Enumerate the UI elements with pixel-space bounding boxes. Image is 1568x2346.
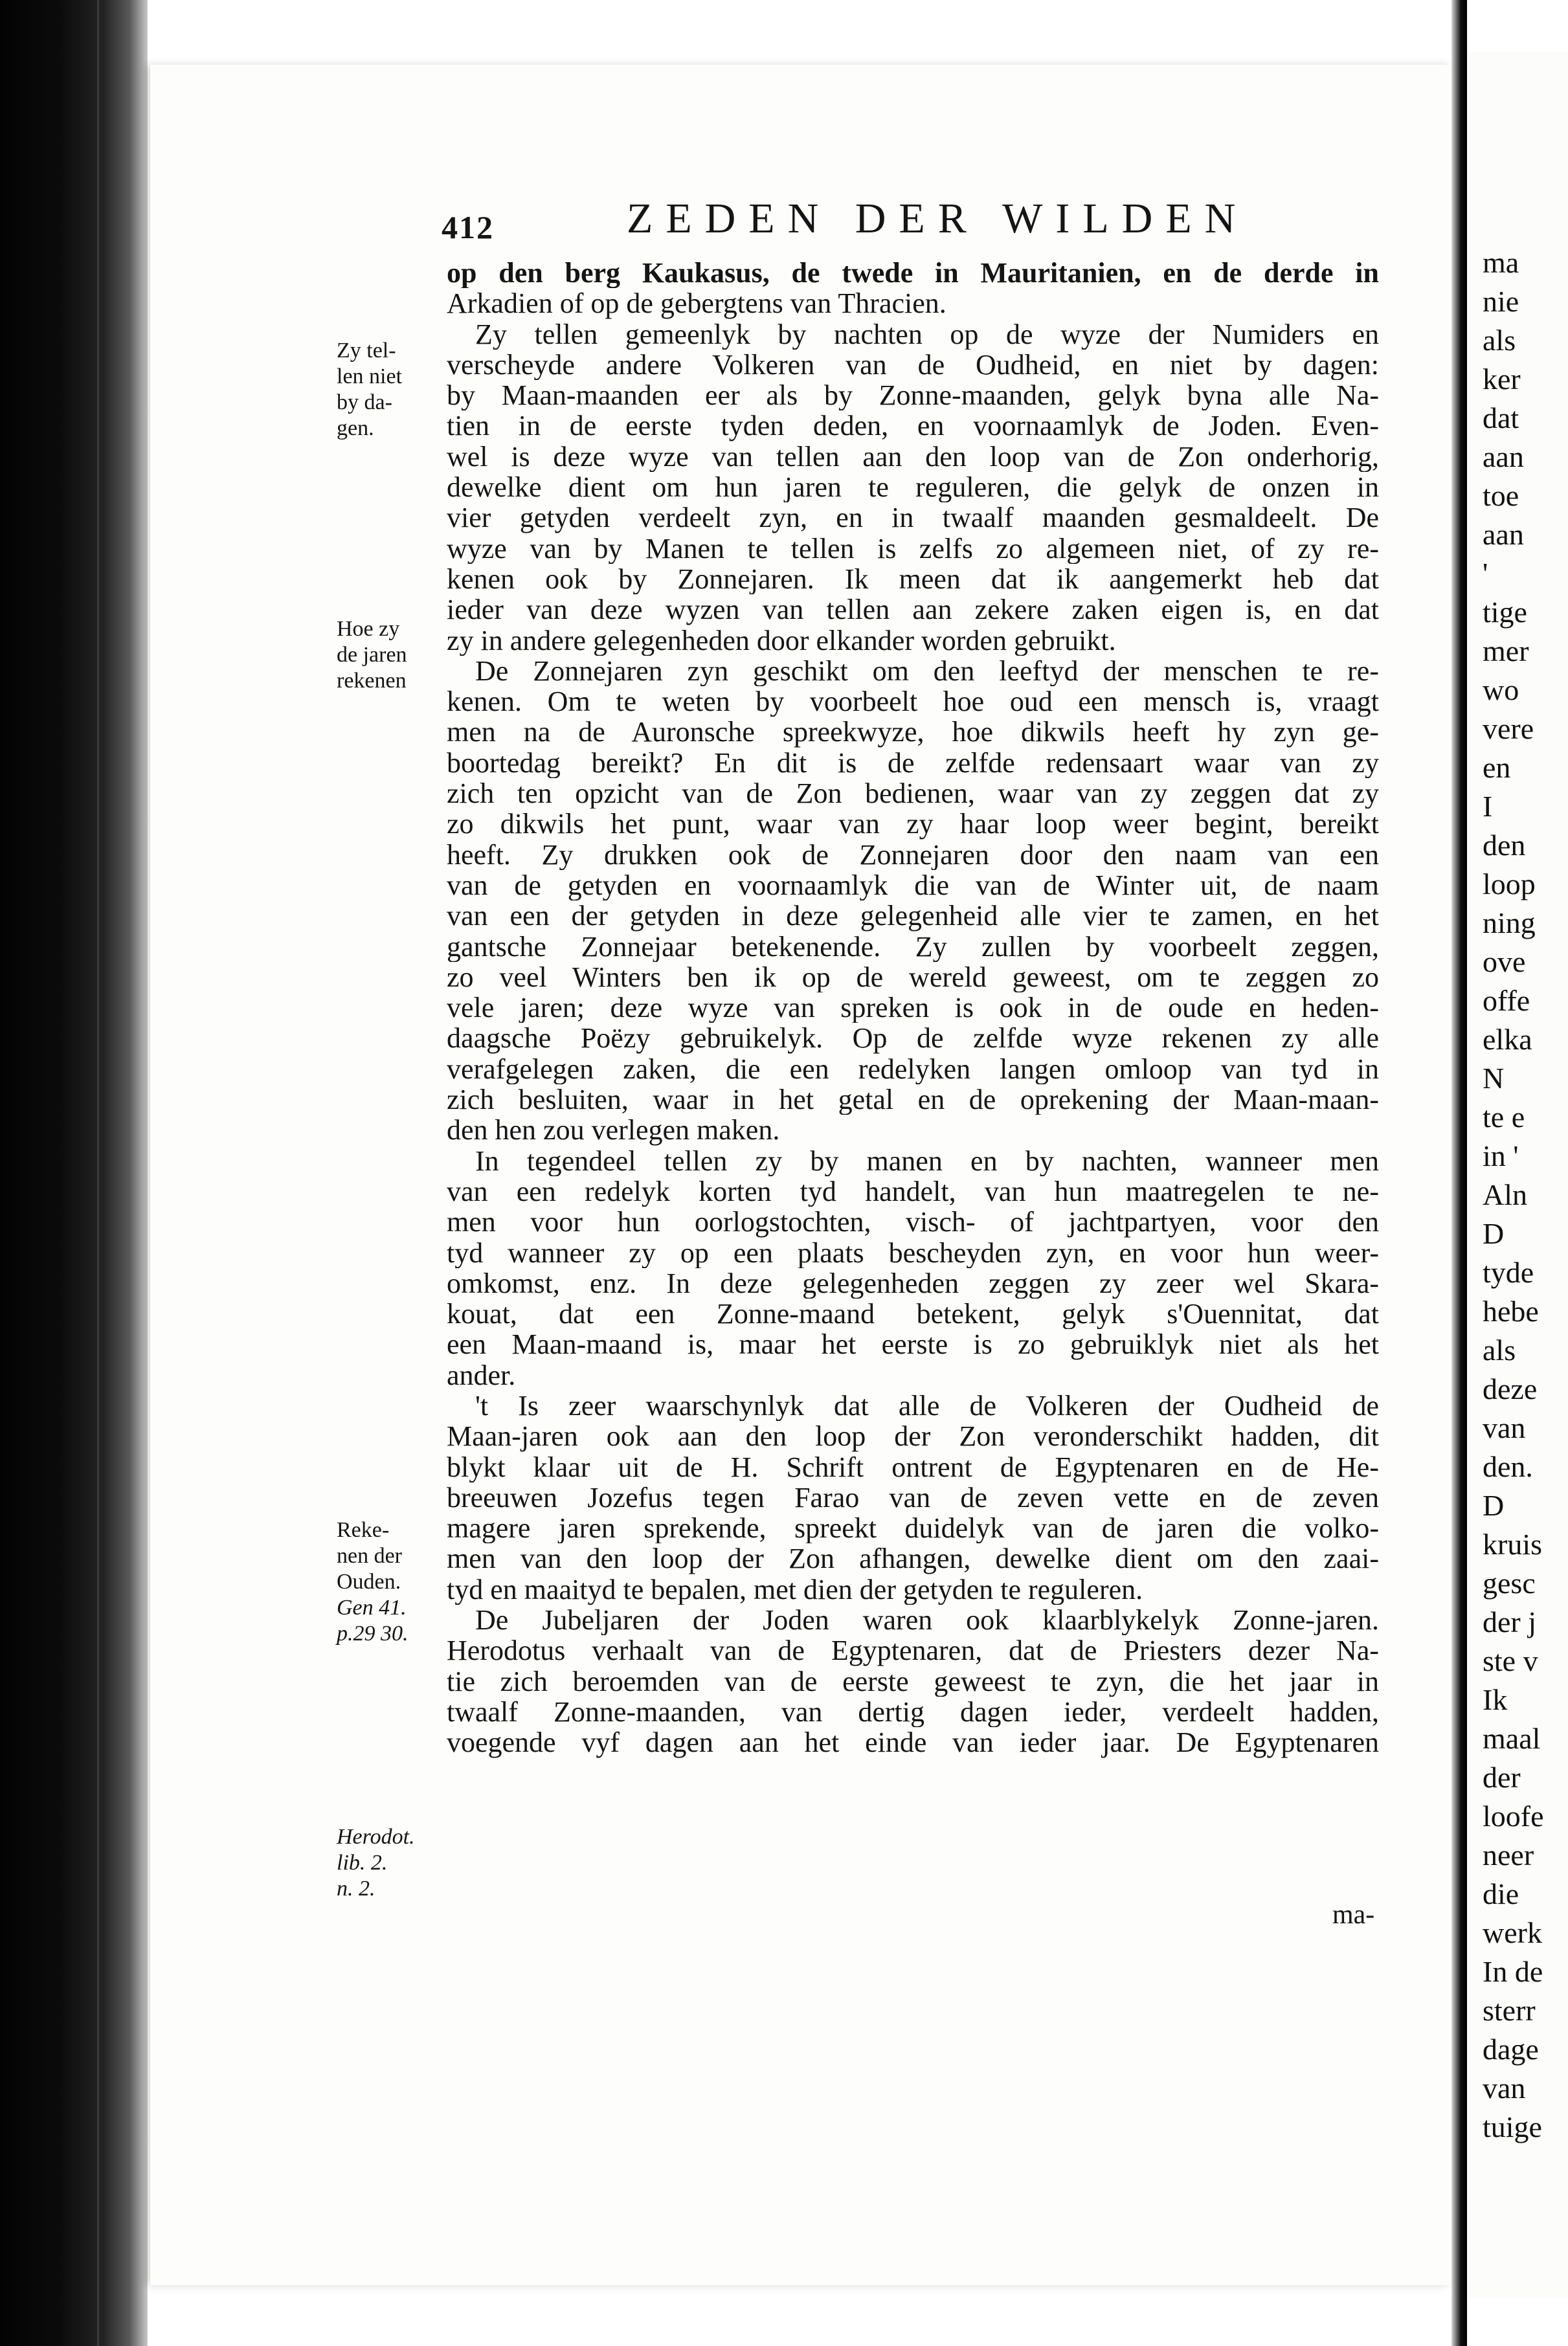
margin-note-rekenen: [337, 1517, 434, 1647]
text-line: Zy tellen gemeenlyk by nachten op de wyze der Numiders en: [475, 318, 1379, 350]
text-line: vier getyden verdeelt zyn, en in twaalf maanden gesmaldeelt. De: [447, 502, 1379, 533]
text-line: men voor hun oorlogstochten, visch- of jachtpartyen, voor den: [447, 1207, 1379, 1238]
margin-note-herodot: [337, 1824, 434, 1902]
text-line: kouat, dat een Zonne-maand betekent, gelyk s'Ouennitat, dat: [447, 1299, 1379, 1330]
margin-note-line: rekenen: [337, 669, 407, 693]
margin-note-line: n. 2.: [337, 1877, 375, 1901]
text-line: Arkadien of op de gebergtens van Thracien.: [447, 288, 946, 319]
facing-page-line: deze: [1483, 1372, 1538, 1405]
facing-page-line: toe: [1483, 479, 1519, 512]
facing-page-line: aan: [1483, 440, 1524, 473]
facing-page-line: ': [1483, 557, 1488, 590]
text-line: zy in andere gelegenheden door elkander worden gebruikt.: [447, 625, 1116, 656]
facing-page-line: ning: [1483, 906, 1536, 939]
facing-page-line: loop: [1483, 867, 1536, 900]
facing-page-line: den.: [1483, 1450, 1533, 1483]
text-line: van de getyden en voornaamlyk die van de Winter uit, de naam: [447, 869, 1379, 901]
facing-page-line: maal: [1483, 1722, 1541, 1755]
text-line: heeft. Zy drukken ook de Zonnejaren door den naam van een: [447, 839, 1379, 870]
text-line: van een redelyk korten tyd handelt, van hun maatregelen te ne-: [447, 1176, 1379, 1207]
facing-page-line: te e: [1483, 1100, 1525, 1134]
facing-page-line: van: [1483, 2072, 1526, 2105]
facing-page-line: dat: [1483, 401, 1519, 434]
text-line: een Maan-maand is, maar het eerste is zo gebruiklyk niet als het: [447, 1329, 1379, 1360]
facing-page-line: Aln: [1483, 1178, 1527, 1211]
margin-note-line: gen.: [337, 416, 374, 440]
text-line: ander.: [447, 1359, 516, 1391]
margin-note-hoe-zy: [337, 616, 434, 694]
body-text: [447, 258, 1379, 1758]
facing-page-line: van: [1483, 1411, 1526, 1444]
margin-note-line: Ouden.: [337, 1570, 401, 1594]
text-line: breeuwen Jozefus tegen Farao van de zeven vette en de zeven: [447, 1482, 1379, 1514]
text-line: 't Is zeer waarschynlyk dat alle de Volkeren der Oudheid de: [475, 1390, 1379, 1422]
page-number: 412: [442, 209, 494, 245]
facing-page-line: ste v: [1483, 1644, 1538, 1677]
text-line: gantsche Zonnejaar betekenende. Zy zullen by voorbeelt zeggen,: [447, 931, 1379, 962]
facing-page-line: loofe: [1483, 1800, 1544, 1833]
facing-page-line: offe: [1483, 984, 1530, 1017]
facing-page-line: Ik: [1483, 1683, 1508, 1716]
text-line: tien in de eerste tyden deden, en voornaamlyk de Joden. Even-: [447, 410, 1379, 441]
facing-page-line: ove: [1483, 945, 1526, 978]
text-line: daagsche Poëzy gebruikelyk. Op de zelfde wyze rekenen zy alle: [447, 1023, 1379, 1054]
facing-page-line: wo: [1483, 673, 1519, 706]
text-line: den hen zou verlegen maken.: [447, 1115, 780, 1146]
facing-page-line: mer: [1483, 634, 1529, 667]
page-gutter: [1451, 0, 1467, 2346]
text-line: vele jaren; deze wyze van spreken is ook in de oude en heden-: [447, 992, 1379, 1023]
facing-page-line: vere: [1483, 712, 1534, 745]
facing-page-line: neer: [1483, 1838, 1534, 1871]
text-line: men van den loop der Zon afhangen, dewelke dient om den zaai-: [447, 1543, 1379, 1574]
text-line: kenen ook by Zonnejaren. Ik meen dat ik aangemerkt heb dat: [447, 563, 1379, 595]
margin-note-line: Hoe zy: [337, 617, 400, 641]
text-line: zo veel Winters ben ik op de wereld geweest, om te zeggen zo: [447, 961, 1379, 993]
text-line: kenen. Om te weten by voorbeelt hoe oud een mensch is, vraagt: [447, 686, 1379, 717]
book-binding: [0, 0, 148, 2346]
text-line: zich ten opzicht van de Zon bedienen, waar van zy zeggen dat zy: [447, 778, 1379, 809]
text-line: tyd wanneer zy op een plaats bescheyden zyn, en voor hun weer-: [447, 1237, 1379, 1268]
facing-page-line: als: [1483, 324, 1516, 357]
facing-page-line: I: [1483, 790, 1493, 823]
facing-page-line: hebe: [1483, 1295, 1539, 1328]
catchword: ma-: [1332, 1900, 1375, 1930]
margin-note-line: p.29 30.: [337, 1622, 409, 1646]
facing-page-line: die: [1483, 1877, 1519, 1910]
text-line: In tegendeel tellen zy by manen en by nachten, wanneer men: [475, 1145, 1379, 1176]
text-line: blykt klaar uit de H. Schrift ontrent de Egyptenaren en de He-: [447, 1451, 1379, 1482]
margin-note-zy-tellen: [337, 338, 434, 441]
facing-page-line: den: [1483, 829, 1526, 862]
text-line: Herodotus verhaalt van de Egyptenaren, dat de Priesters dezer Na-: [447, 1635, 1379, 1666]
facing-page-line: der j: [1483, 1605, 1537, 1638]
facing-page-line: dage: [1483, 2033, 1539, 2066]
margin-note-line: by da-: [337, 390, 392, 414]
facing-page-line: N: [1483, 1062, 1505, 1095]
text-line: Maan-jaren ook aan den loop der Zon veronderschikt hadden, dit: [447, 1421, 1379, 1452]
text-line: magere jaren sprekende, spreekt duidelyk van de jaren die volko-: [447, 1513, 1379, 1544]
text-line: by Maan-maanden eer als by Zonne-maanden, gelyk byna alle Na-: [447, 380, 1379, 411]
facing-page-line: tuige: [1483, 2110, 1542, 2143]
facing-page-line: in ': [1483, 1139, 1519, 1172]
text-line: verafgelegen zaken, die een redelyken langen omloop van tyd in: [447, 1053, 1379, 1085]
text-line: van een der getyden in deze gelegenheid alle vier te zamen, en het: [447, 900, 1379, 932]
facing-page-line: D: [1483, 1217, 1505, 1250]
text-line: verscheyde andere Volkeren van de Oudheid, en niet by dagen:: [447, 349, 1379, 381]
facing-page-line: In de: [1483, 1955, 1543, 1988]
facing-page-line: elka: [1483, 1023, 1532, 1056]
facing-page-line: ker: [1483, 363, 1521, 396]
margin-note-line: nen der: [337, 1544, 403, 1568]
text-line: ieder van deze wyzen van tellen aan zekere zaken eigen is, en dat: [447, 594, 1379, 625]
margin-note-line: lib. 2.: [337, 1851, 388, 1875]
facing-page: [1467, 52, 1568, 2298]
text-line: twaalf Zonne-maanden, van dertig dagen ieder, verdeelt hadden,: [447, 1696, 1379, 1728]
text-line: tie zich beroemden van de eerste geweest te zyn, die het jaar in: [447, 1666, 1379, 1697]
running-title: ZEDEN DER WILDEN: [627, 195, 1249, 242]
facing-page-line: ma: [1483, 246, 1519, 279]
facing-page-line: tige: [1483, 596, 1527, 629]
margin-note-line: de jaren: [337, 643, 407, 667]
text-line: wyze van by Manen te tellen is zelfs zo algemeen niet, of zy re-: [447, 533, 1379, 564]
facing-page-line: kruis: [1483, 1528, 1542, 1561]
text-line: op den berg Kaukasus, de twede in Mauritanien, en de derde in: [447, 258, 1379, 289]
text-line: boortedag bereikt? En dit is de zelfde redensaart waar van zy: [447, 747, 1379, 779]
facing-page-line: D: [1483, 1489, 1505, 1522]
text-line: De Zonnejaren zyn geschikt om den leeftyd der menschen te re-: [475, 655, 1379, 687]
facing-page-line: aan: [1483, 518, 1524, 551]
facing-page-line: werk: [1483, 1916, 1542, 1949]
facing-page-line: gesc: [1483, 1567, 1536, 1600]
facing-page-line: als: [1483, 1334, 1516, 1367]
text-line: zo dikwils het punt, waar van zy haar loop weer begint, bereikt: [447, 809, 1379, 840]
margin-note-line: len niet: [337, 364, 403, 388]
text-line: men na de Auronsche spreekwyze, hoe dikwils heeft hy zyn ge-: [447, 717, 1379, 748]
margin-note-line: Gen 41.: [337, 1596, 407, 1620]
margin-note-line: Herodot.: [337, 1825, 415, 1849]
margin-note-line: Reke-: [337, 1518, 390, 1542]
margin-note-line: Zy tel-: [337, 339, 396, 363]
text-line: omkomst, enz. In deze gelegenheden zeggen zy zeer wel Skara-: [447, 1268, 1379, 1299]
text-line: dewelke dient om hun jaren te reguleren, die gelyk de onzen in: [447, 472, 1379, 503]
text-line: tyd en maaityd te bepalen, met dien der getyden te reguleren.: [447, 1574, 1143, 1605]
text-line: voegende vyf dagen aan het einde van ieder jaar. De Egyptenaren: [447, 1727, 1379, 1758]
facing-page-line: tyde: [1483, 1256, 1534, 1289]
facing-page-line: nie: [1483, 285, 1519, 318]
text-line: zich besluiten, waar in het getal en de oprekening der Maan-maan-: [447, 1084, 1379, 1115]
text-line: wel is deze wyze van tellen aan den loop van de Zon onderhorig,: [447, 441, 1379, 473]
facing-page-line: der: [1483, 1761, 1521, 1794]
facing-page-line: en: [1483, 751, 1511, 784]
facing-page-line: sterr: [1483, 1994, 1536, 2027]
text-line: De Jubeljaren der Joden waren ook klaarblykelyk Zonne-jaren.: [475, 1605, 1379, 1636]
